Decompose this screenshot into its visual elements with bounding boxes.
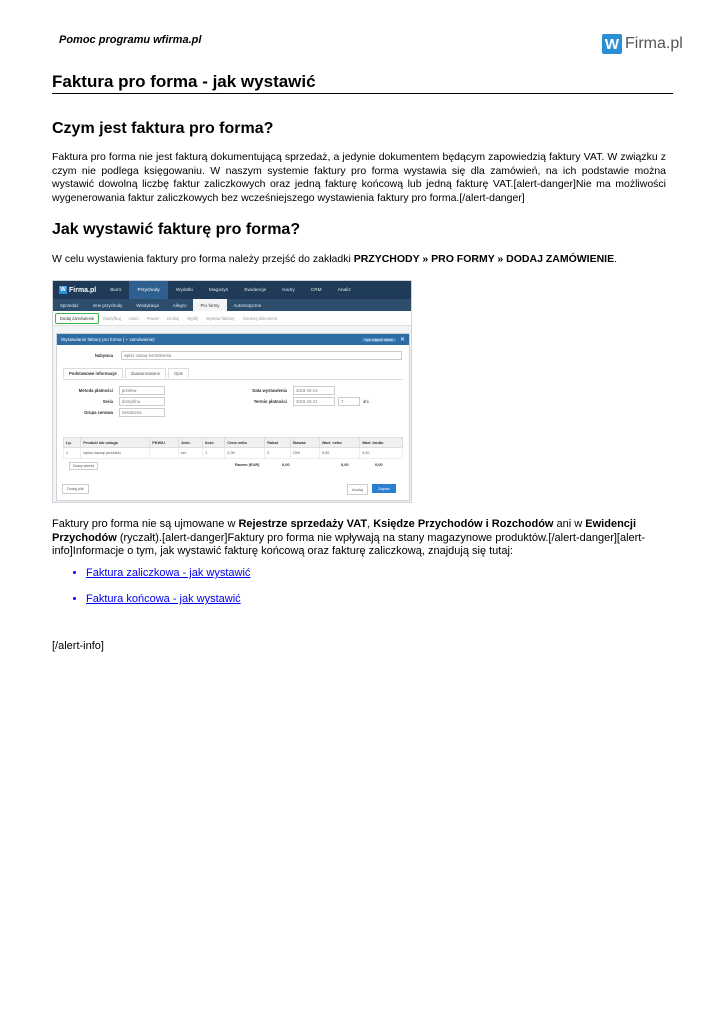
app-brand-mark: W — [60, 287, 66, 293]
col-lp: Lp. — [64, 438, 81, 448]
nav-biuro[interactable]: Biuro — [110, 287, 122, 293]
subnav-sprzedaz[interactable]: Sprzedaż — [60, 302, 79, 308]
note-text-1: Faktury pro forma nie są ujmowane w — [52, 518, 239, 530]
cell-pkwiu[interactable] — [150, 448, 179, 459]
payment-select[interactable]: przelew — [119, 386, 165, 395]
modal-header — [57, 334, 409, 345]
list-item — [86, 567, 250, 579]
col-unit: Jedn. — [178, 438, 202, 448]
app-brand — [53, 286, 102, 294]
issue-invoice-button[interactable]: Wystaw fakturę — [206, 315, 235, 321]
sum-label: Razem (EUR) — [235, 462, 260, 467]
tab-advanced[interactable]: Zaawansowane — [125, 368, 166, 378]
app-toolbar — [53, 311, 411, 326]
section-note — [52, 518, 666, 559]
cell-gross-value: 0,00 — [360, 448, 403, 459]
modal-header-actions — [362, 336, 405, 343]
nav-crm[interactable]: CRM — [310, 287, 322, 293]
price-group-label: Grupa cenowa — [84, 410, 113, 415]
cell-vat-rate[interactable]: 23% — [290, 448, 319, 459]
note-text-2: , — [367, 518, 374, 530]
section-heading-what-is: Czym jest faktura pro forma? — [52, 120, 274, 137]
proforma-modal — [56, 333, 410, 501]
series-row — [63, 397, 165, 406]
due-days-select[interactable]: 7 — [338, 397, 360, 406]
tabs-divider — [63, 379, 403, 380]
series-label: Seria — [102, 399, 113, 404]
items-table — [63, 437, 403, 459]
note-text-3: ani w — [553, 518, 586, 530]
col-vat-rate: Stawka — [290, 438, 319, 448]
nav-analizy[interactable]: Analiz — [337, 287, 351, 293]
series-select[interactable]: domyślna — [119, 397, 165, 406]
payment-row — [63, 386, 165, 395]
issue-date-label: Data wystawienia — [252, 388, 287, 393]
cell-product[interactable]: wpisz nazwę produktu — [81, 448, 150, 459]
note-bold-1: Rejestrze sprzedaży VAT — [238, 518, 368, 530]
price-group-select[interactable]: Detaliczna — [119, 408, 165, 417]
generate-document-button[interactable]: Generuj dokument — [242, 315, 278, 321]
title-divider — [52, 93, 673, 94]
nav-przychody[interactable]: Przychody — [129, 281, 167, 299]
subnav-allegro[interactable]: Allegro — [172, 302, 187, 308]
col-product: Produkt lub usługa — [81, 438, 150, 448]
wfirma-logo — [602, 34, 683, 54]
nav-wydatki[interactable]: Wydatki — [175, 287, 193, 293]
intro-suffix: . — [614, 253, 618, 265]
col-discount: Rabat — [265, 438, 290, 448]
modal-title: Wystawianie faktury pro forma ( + zamówienie) — [61, 337, 155, 342]
buyer-row — [63, 351, 402, 360]
link-advance-invoice[interactable]: Faktura zaliczkowa - jak wystawić — [86, 567, 251, 579]
alert-info-close: [/alert-info] — [52, 640, 104, 652]
nav-ewidencje[interactable]: Ewidencje — [244, 287, 267, 293]
send-button[interactable]: Wyślij — [187, 315, 199, 321]
cell-discount[interactable]: 0 — [265, 448, 290, 459]
logo-mark: W — [602, 34, 622, 54]
cell-unit[interactable]: szt. — [178, 448, 202, 459]
duplicate-button[interactable]: Powiel — [146, 315, 160, 321]
nav-magazyn[interactable]: Magazyn — [208, 287, 229, 293]
note-bold-2: Księdze Przychodów i Rozchodów — [373, 518, 554, 530]
section-heading-how-to: Jak wystawić fakturę pro forma? — [52, 221, 301, 238]
delete-button[interactable]: Usuń — [128, 315, 139, 321]
issue-date-input[interactable]: 2016-10-14 — [293, 386, 335, 395]
col-net-value: Wart. netto — [319, 438, 359, 448]
related-links — [52, 567, 250, 619]
due-days-unit: dni — [363, 399, 369, 404]
nav-kadry[interactable]: Kadry — [282, 287, 295, 293]
link-final-invoice[interactable]: Faktura końcowa - jak wystawić — [86, 593, 241, 605]
subnav-inne-przychody[interactable]: Inne przychody — [92, 302, 123, 308]
payment-label: Metoda płatności — [78, 388, 113, 393]
add-row-button[interactable]: Nowy wiersz — [69, 462, 98, 470]
col-qty: Ilość — [203, 438, 225, 448]
save-button[interactable]: Zapisz — [372, 484, 396, 493]
tab-description[interactable]: Opis — [168, 368, 189, 378]
add-order-button[interactable]: Dodaj zamówienie — [55, 313, 99, 324]
app-screenshot — [52, 280, 412, 503]
due-date-label: Termin płatności — [253, 399, 287, 404]
due-date-row — [227, 397, 369, 406]
section-body-what-is: Faktura pro forma nie jest fakturą dokumentującą sprzedaż, a jedynie dokumentem będącym zapowiedzią faktury VAT. W związku z czym nie podlega księgowaniu. W naszym systemie faktury pro forma wystawia się dla zamówień, na ich podstawie można wystawić dowolną liczbę faktur zaliczkowych oraz jedną fakturę końcową lub jedną fakturę VAT.[alert-danger]Nie ma możliwości wygenerowania faktur zaliczkowych bez wcześniejszego wystawienia faktury pro forma.[/alert-danger] — [52, 151, 666, 204]
app-topbar — [53, 281, 411, 299]
cell-net-value: 0,00 — [319, 448, 359, 459]
modify-button[interactable]: Modyfikuj — [103, 315, 121, 321]
attach-file-button[interactable]: Dodaj plik — [62, 484, 89, 494]
page-title: Faktura pro forma - jak wystawić — [52, 72, 316, 91]
print-button[interactable]: Drukuj — [167, 315, 180, 321]
note-text-4: (ryczałt).[alert-danger]Faktury pro forma nie wpływają na stany magazynowe produktów.[/alert-danger][alert-info]Informacje o tym, jak wystawić fakturę końcową oraz fakturę zaliczkową, znajdują się tutaj: — [52, 531, 646, 557]
col-pkwiu: PKWiU — [150, 438, 179, 448]
subnav-windykacja[interactable]: Windykacja — [136, 302, 159, 308]
close-icon[interactable]: ✕ — [399, 337, 405, 343]
logo-text: Firma.pl — [625, 35, 683, 52]
sum-net: 0,00 — [341, 462, 349, 467]
app-brand-text: Firma.pl — [69, 286, 97, 294]
due-date-input[interactable]: 2016-10-21 — [293, 397, 335, 406]
tab-basic-info[interactable]: Podstawowe informacje — [63, 368, 123, 378]
form-tabs — [63, 368, 191, 378]
sum-a: 0,00 — [282, 462, 290, 467]
col-net-price: Cena netto — [225, 438, 265, 448]
cancel-button[interactable]: Anuluj — [347, 484, 368, 495]
section-intro-how-to — [52, 253, 666, 267]
modal-mini-button[interactable]: tryb zdjęcie ramie — [362, 338, 396, 342]
subnav-automatyczne[interactable]: Automatyczne — [233, 302, 262, 308]
list-item — [86, 593, 250, 605]
note-bold-3: Ewidencji Przychodów — [52, 518, 637, 544]
app-subnav — [53, 299, 411, 311]
intro-path: PRZYCHODY » PRO FORMY » DODAJ ZAMÓWIENIE — [353, 253, 615, 265]
cell-qty[interactable]: 1 — [203, 448, 225, 459]
sum-gross: 0,00 — [375, 462, 383, 467]
issue-date-row — [227, 386, 335, 395]
price-group-row — [63, 408, 165, 417]
header-title: Pomoc programu wfirma.pl — [59, 34, 202, 46]
intro-text: W celu wystawienia faktury pro forma należy przejść do zakładki — [52, 253, 354, 265]
items-header-row — [64, 438, 403, 448]
buyer-input[interactable]: wpisz nazwę kontrahenta — [121, 351, 402, 360]
table-row — [64, 448, 403, 459]
cell-lp: 1 — [64, 448, 81, 459]
cell-net-price[interactable]: 0,00 — [225, 448, 265, 459]
col-gross-value: Wart. brutto — [360, 438, 403, 448]
subnav-pro-formy[interactable]: Pro formy — [193, 299, 226, 311]
buyer-label: Nabywca — [94, 353, 113, 358]
